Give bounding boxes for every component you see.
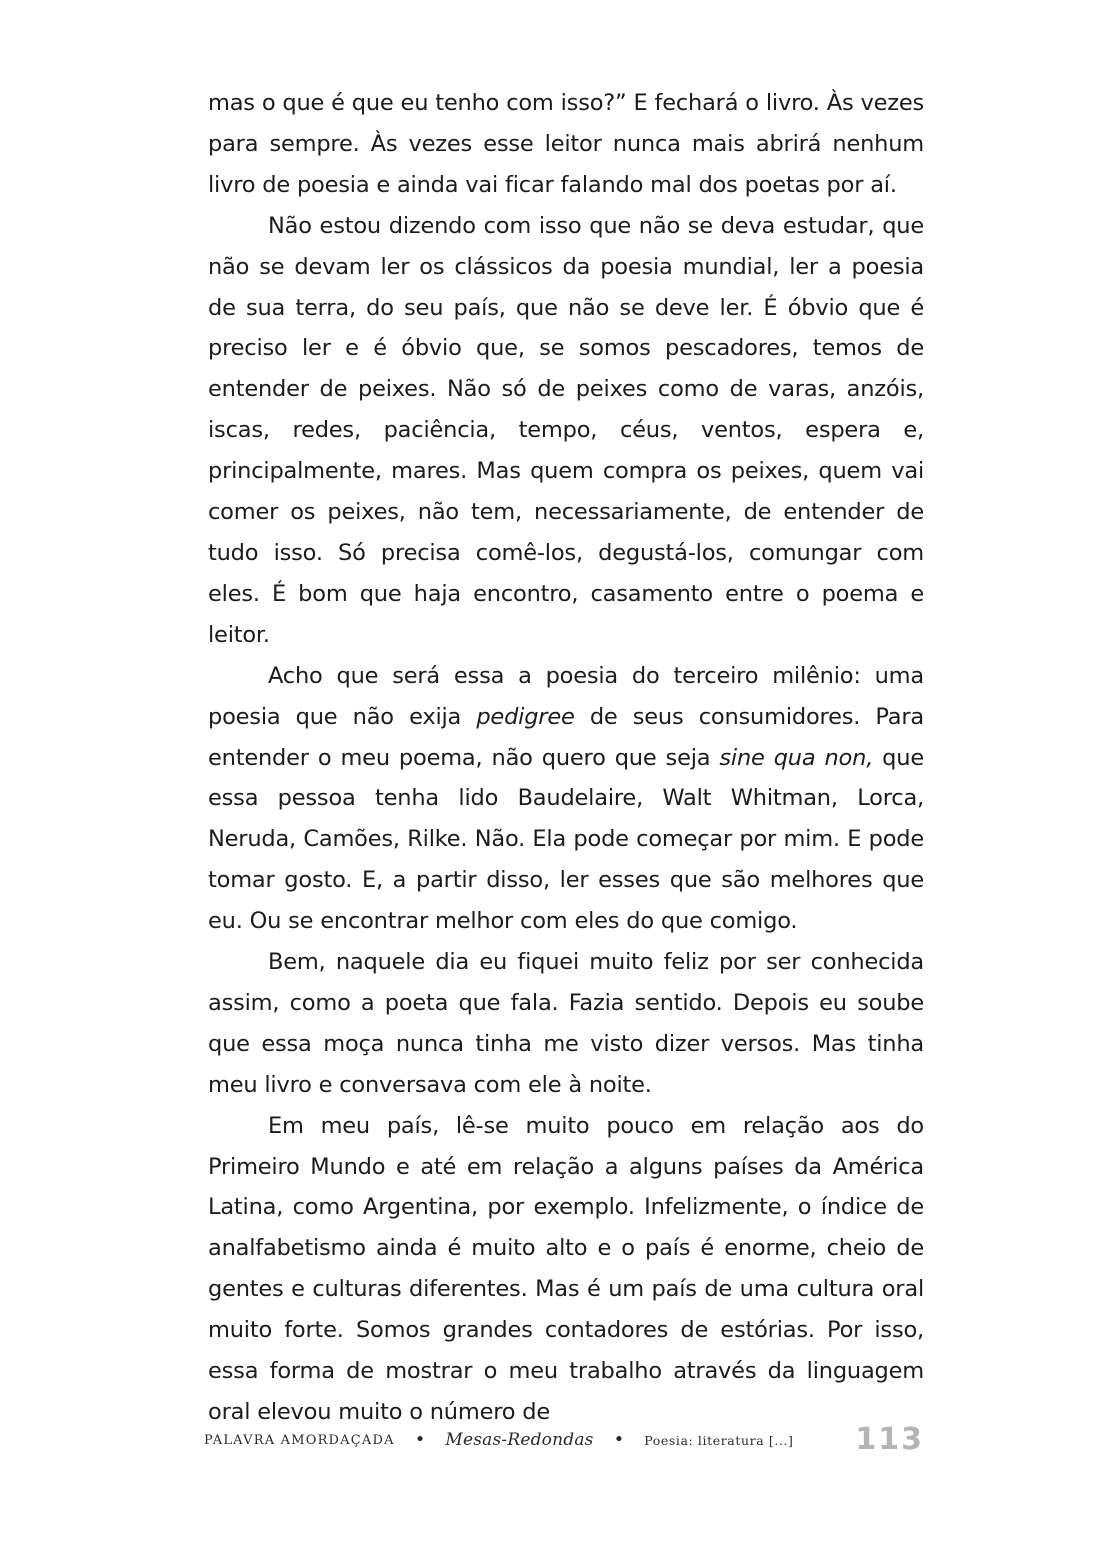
page-footer — [204, 1420, 924, 1460]
paragraph-text: mas o que é que eu tenho com isso?” E fechará o livro. Às vezes para sempre. Às vezes esse leitor nunca mais abrirá nenhum livro de poesia e ainda vai ficar falando mal dos poetas por aí. — [208, 90, 924, 198]
paragraph-text: que essa pessoa tenha lido Baudelaire, Walt Whitman, Lorca, Neruda, Camões, Rilke. Não. Ela pode começar por mim. E pode tomar gosto. E, a partir disso, ler esses que são melhores que eu. Ou se encontrar melhor com eles do que comigo. — [208, 744, 924, 935]
footer-subsection-title: Poesia: literatura [...] — [644, 1432, 794, 1448]
paragraph — [208, 1106, 924, 1433]
paragraph-text: Em meu país, lê-se muito pouco em relação aos do Primeiro Mundo e até em relação a alguns países da América Latina, como Argentina, por exemplo. Infelizmente, o índice de analfabetismo ainda é muito alto e o país é enorme, cheio de gentes e culturas diferentes. Mas é um país de uma cultura oral muito forte. Somos grandes contadores de estórias. Por isso, essa forma de mostrar o meu trabalho através da linguagem oral elevou muito o número de — [208, 1112, 924, 1425]
body-text — [208, 83, 924, 1433]
italic-text: pedigree — [476, 703, 575, 730]
paragraph-text: Acho que será essa a poesia do terceiro milênio: uma poesia que não exija — [208, 662, 924, 730]
footer-book-title: PALAVRA AMORDAÇADA — [204, 1432, 395, 1448]
page-number: 113 — [855, 1422, 924, 1457]
paragraph-text: de seus consumidores. Para entender o meu poema, não quero que seja — [208, 703, 924, 771]
paragraph — [208, 942, 924, 1106]
footer-separator-2: • — [613, 1429, 625, 1450]
paragraph-text: Não estou dizendo com isso que não se deva estudar, que não se devam ler os clássicos da poesia mundial, ler a poesia de sua terra, do seu país, que não se deve ler. É óbvio que é preciso ler e é óbvio que, se somos pescadores, temos de entender de peixes. Não só de peixes como de varas, anzóis, iscas, redes, paciência, tempo, céus, ventos, espera e, principalmente, mares. Mas quem compra os peixes, quem vai comer os peixes, não tem, necessariamente, de entender de tudo isso. Só precisa comê-los, degustá-los, comungar com eles. É bom que haja encontro, casamento entre o poema e leitor. — [208, 212, 924, 648]
paragraph — [208, 656, 924, 942]
paragraph — [208, 83, 924, 206]
italic-text: sine qua non, — [719, 744, 874, 771]
footer-separator-1: • — [414, 1429, 426, 1450]
paragraph-text: Bem, naquele dia eu fiquei muito feliz por ser conhecida assim, como a poeta que fala. Fazia sentido. Depois eu soube que essa moça nunca tinha me visto dizer versos. Mas tinha meu livro e conversava com ele à noite. — [208, 949, 924, 1098]
footer-section-title: Mesas-Redondas — [445, 1430, 594, 1450]
paragraph — [208, 206, 924, 656]
